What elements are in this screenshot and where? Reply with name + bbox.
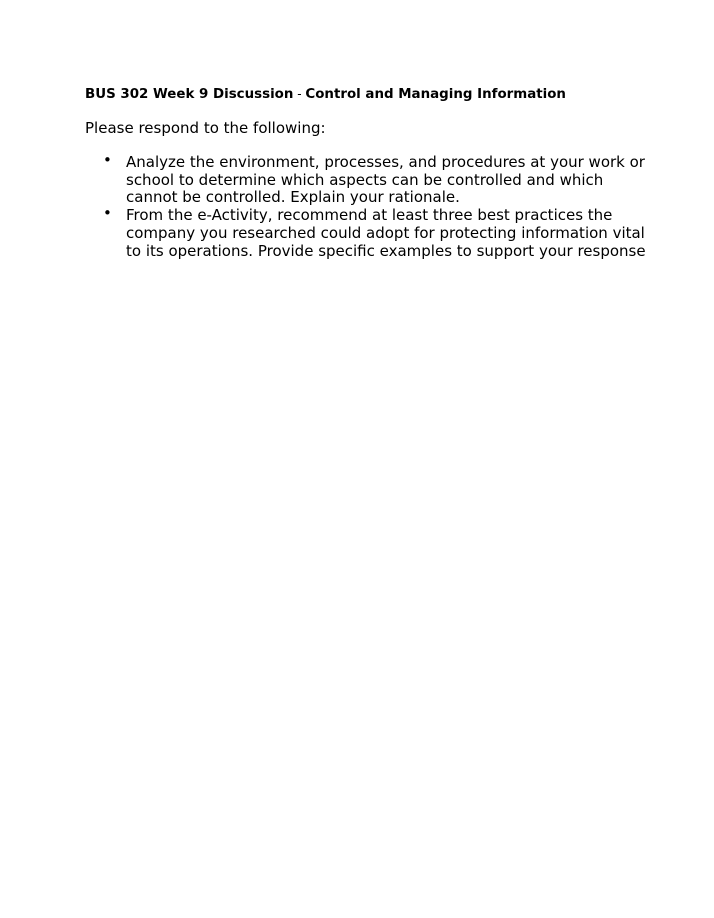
title-course-week: BUS 302 Week 9 Discussion <box>85 87 294 102</box>
bullet-item-1 <box>0 151 646 207</box>
bullet-icon: • <box>103 151 112 169</box>
bullet-text-1: Analyze the environment, processes, and procedures at your work or school to determine which aspects can be controlled and which cannot be controlled. Explain your rationale. <box>126 153 645 207</box>
bullet-text-2: From the e-Activity, recommend at least three best practices the company you researched could adopt for protecting information vital to its operations. Provide specific examples to support your response <box>126 206 646 260</box>
bullet-list <box>0 151 714 260</box>
title-topic: Control and Managing Information <box>305 87 566 102</box>
intro-text: Please respond to the following: <box>85 119 326 137</box>
document-title <box>85 86 566 103</box>
title-separator: - <box>293 87 306 101</box>
bullet-icon: • <box>103 204 112 223</box>
bullet-item-2 <box>0 204 646 260</box>
